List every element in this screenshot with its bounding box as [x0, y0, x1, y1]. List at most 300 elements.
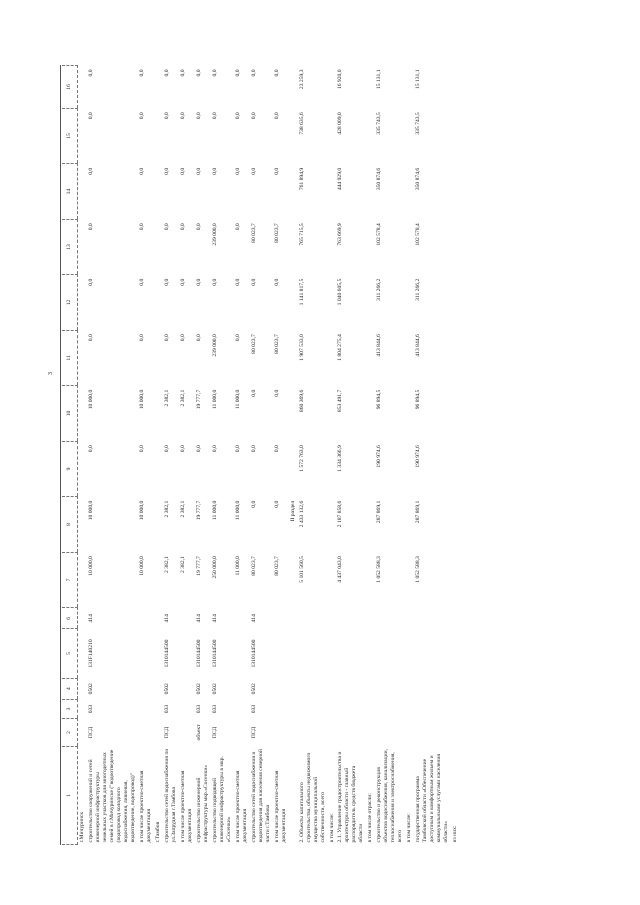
row-cell-col-4: 0502: [211, 683, 218, 695]
row-cell-col-4: [298, 678, 328, 699]
row-cell-col-12: 1 040 605,5: [337, 278, 344, 306]
row-cell-col-16: 15 131,1: [376, 69, 383, 90]
row-cell-col-7: [328, 552, 337, 607]
row-cell-col-8: 11 000,0: [211, 500, 218, 521]
row-cell-col-2: [328, 719, 337, 747]
row-description: строительство сетей водоснабжения и водоотведения для населения северной части г.Тамбова: [250, 749, 271, 843]
row-cell-col-5: [336, 629, 366, 678]
row-cell-col-14: 0,0: [250, 167, 257, 175]
row-cell-col-6: [298, 608, 328, 629]
row-cell-col-14: 350 874,6: [376, 167, 383, 191]
row-cell-col-9: 190 974,6: [415, 445, 422, 468]
row-cell-col-4: [273, 678, 289, 699]
row-cell-col-2: [451, 719, 460, 747]
row-cell-col-6: [336, 608, 366, 629]
row-cell-col-2: [375, 719, 405, 747]
row-cell-col-7: 2 382,1: [179, 556, 186, 573]
row-cell-col-6: [328, 608, 337, 629]
row-cell-col-11: [328, 330, 337, 385]
row-cell-col-9: [78, 441, 87, 496]
row-cell-col-7: [451, 552, 460, 607]
row-cell-col-6: 414: [163, 614, 170, 623]
row-cell-col-14: 761 894,9: [298, 167, 305, 191]
row-cell-col-5: [414, 629, 451, 678]
row-cell-col-8: 287 869,1: [376, 500, 383, 524]
row-cell-col-14: [154, 164, 163, 219]
row-cell-col-7: [405, 552, 414, 607]
column-number-4: 4: [62, 678, 78, 699]
column-number-3: 3: [62, 699, 78, 718]
row-cell-col-14: 0,0: [179, 167, 186, 175]
row-cell-col-13: 763 669,9: [337, 223, 344, 246]
row-cell-col-6: [451, 608, 460, 629]
row-cell-col-7: 10 000,0: [87, 556, 94, 576]
row-description: в том числе отрасли:: [367, 793, 374, 843]
row-cell-col-15: 0,0: [250, 112, 257, 120]
row-cell-col-12: [366, 275, 375, 330]
row-cell-col-6: [179, 608, 195, 629]
row-cell-col-7: 80 023,7: [250, 556, 257, 576]
row-cell-col-4: [366, 678, 375, 699]
row-cell-col-14: 0,0: [234, 167, 241, 175]
row-cell-col-3: [138, 699, 154, 718]
row-cell-col-10: 10 000,0: [87, 389, 94, 410]
row-cell-col-16: [78, 66, 87, 109]
row-description: в том числе проектно-сметная документация: [179, 770, 193, 843]
row-cell-col-6: [405, 608, 414, 629]
table-row: [405, 66, 414, 845]
row-cell-col-11: 413 844,6: [376, 334, 383, 357]
row-cell-col-14: [451, 164, 460, 219]
row-cell-col-15: 0,0: [138, 112, 145, 120]
row-cell-col-6: [78, 608, 87, 629]
row-cell-col-15: [328, 108, 337, 163]
row-cell-col-16: 16 920,0: [337, 69, 344, 90]
row-description: 2. Объекты капитального строительства, объекты недвижимого имущества муниципальной собственности, всего: [298, 752, 326, 843]
column-number-8: 8: [62, 497, 78, 552]
row-cell-col-10: [154, 386, 163, 441]
row-cell-col-16: 0,0: [179, 69, 186, 77]
row-cell-col-15: 0,0: [211, 112, 218, 120]
column-number-5: 5: [62, 629, 78, 678]
row-cell-col-7: 1 052 588,3: [376, 556, 383, 583]
row-cell-col-14: 0,0: [273, 167, 280, 175]
row-cell-col-8: [154, 497, 163, 552]
row-cell-col-11: 0,0: [87, 334, 94, 342]
row-cell-col-4: [78, 678, 87, 699]
row-cell-col-10: 0,0: [250, 389, 257, 397]
row-cell-col-11: [405, 330, 414, 385]
row-cell-col-4: [328, 678, 337, 699]
row-cell-col-3: [273, 699, 289, 718]
row-cell-col-14: 0,0: [87, 167, 94, 175]
row-cell-col-6: [138, 608, 154, 629]
row-cell-col-12: 311 266,2: [415, 278, 422, 301]
row-cell-col-16: 15 131,1: [415, 69, 422, 90]
row-cell-col-7: 1 052 588,3: [415, 556, 422, 583]
row-cell-col-4: [405, 678, 414, 699]
row-description: государственная программа Тамбовской области «Обеспечение доступным и комфортным жильем и коммунальными услугами населения области»: [415, 754, 450, 843]
row-cell-col-8: 11 000,0: [234, 500, 241, 521]
row-cell-col-14: [289, 164, 298, 219]
table-row: [328, 66, 337, 845]
row-cell-col-5: 1310144500: [163, 639, 170, 668]
row-cell-col-14: [366, 164, 375, 219]
row-cell-col-5: 1310144500: [195, 639, 202, 668]
row-cell-col-10: 11 000,0: [211, 389, 218, 410]
table-row: [375, 66, 405, 845]
row-cell-col-11: 0,0: [163, 334, 170, 342]
row-cell-col-4: [375, 678, 405, 699]
row-cell-col-9: 0,0: [250, 445, 257, 453]
row-cell-col-12: 1 141 817,5: [298, 278, 305, 306]
row-cell-col-10: [405, 386, 414, 441]
row-cell-col-16: 23 259,3: [298, 69, 305, 90]
row-cell-col-13: 0,0: [234, 223, 241, 231]
row-cell-col-4: [154, 678, 163, 699]
row-cell-col-2: [179, 719, 195, 747]
row-cell-col-6: [375, 608, 405, 629]
row-cell-col-7: [289, 552, 298, 607]
row-cell-col-5: [298, 629, 328, 678]
row-cell-col-12: 0,0: [250, 278, 257, 286]
row-cell-col-7: 250 000,0: [211, 556, 218, 579]
row-cell-col-15: 0,0: [273, 112, 280, 120]
row-cell-col-11: 0,0: [195, 334, 202, 342]
row-cell-col-11: [154, 330, 163, 385]
row-cell-col-6: [366, 608, 375, 629]
row-cell-col-8: [405, 497, 414, 552]
row-cell-col-13: 0,0: [195, 223, 202, 231]
row-cell-col-10: [451, 386, 460, 441]
row-cell-col-13: 80 023,7: [250, 223, 257, 243]
row-cell-col-13: [451, 219, 460, 274]
rotated-table-sheet: [10, 15, 630, 895]
column-number-6: 6: [62, 608, 78, 629]
table-row: [289, 66, 298, 845]
row-cell-col-7: 10 000,0: [138, 556, 145, 576]
row-cell-col-16: [328, 66, 337, 109]
row-cell-col-9: 0,0: [163, 445, 170, 453]
row-cell-col-5: [234, 629, 250, 678]
table-row: [298, 66, 328, 845]
row-cell-col-6: [234, 608, 250, 629]
row-cell-col-8: [366, 497, 375, 552]
row-cell-col-9: 0,0: [138, 445, 145, 453]
table-row: [273, 66, 289, 845]
row-cell-col-2: ПСД: [87, 726, 94, 739]
row-cell-col-9: [154, 441, 163, 496]
row-cell-col-8: [451, 497, 460, 552]
column-number-13: 13: [62, 219, 78, 274]
row-cell-col-9: 0,0: [179, 445, 186, 453]
row-cell-col-8: 2 382,1: [179, 500, 186, 518]
row-cell-col-4: [138, 678, 154, 699]
row-cell-col-2: [405, 719, 414, 747]
row-description: строительство сооружений и сетей инженерной инфраструктуры земельных участков для многодетных семей в г.Мичуринске ("водоотведение (водопровод холодного водоснабжения, ливневая, водоотведение, водопровод)": [87, 749, 136, 843]
table-row: [163, 66, 179, 845]
row-cell-col-11: 0,0: [138, 334, 145, 342]
row-cell-col-13: 239 000,0: [211, 223, 218, 246]
row-cell-col-15: [289, 108, 298, 163]
column-number-10: 10: [62, 386, 78, 441]
row-description: строительство подводящей инженерной инфраструктуры в мкр. «Сосенки»: [211, 756, 232, 843]
row-cell-col-16: 0,0: [138, 69, 145, 77]
row-cell-col-7: 11 000,0: [234, 556, 241, 576]
row-cell-col-3: 033: [250, 704, 257, 714]
row-cell-col-4: 0502: [87, 683, 94, 695]
row-cell-col-15: 0,0: [234, 112, 241, 120]
row-cell-col-15: 335 743,5: [376, 112, 383, 135]
row-cell-col-13: [405, 219, 414, 274]
row-cell-col-6: 414: [195, 614, 202, 623]
row-cell-col-5: [328, 629, 337, 678]
row-cell-col-12: 0,0: [138, 278, 145, 286]
row-cell-col-15: 0,0: [163, 112, 170, 120]
row-cell-col-7: [366, 552, 375, 607]
row-cell-col-11: [366, 330, 375, 385]
row-cell-col-12: [154, 275, 163, 330]
row-cell-col-12: [451, 275, 460, 330]
row-cell-col-12: [289, 275, 298, 330]
budget-table: [62, 65, 460, 845]
row-description: г.Тамбов: [154, 821, 161, 843]
row-cell-col-11: 80 023,7: [273, 334, 280, 354]
row-cell-col-2: ПСД: [163, 726, 170, 739]
row-cell-col-13: 765 715,5: [298, 223, 305, 246]
row-cell-col-10: 96 894,5: [415, 389, 422, 410]
row-description: строительство инженерной инфраструктуры мкр.«Сосенки»: [195, 764, 209, 843]
row-cell-col-2: ПСД: [250, 726, 257, 739]
row-description: в том числе проектно-сметная документация: [273, 770, 287, 843]
row-cell-col-9: 1 572 763,0: [298, 445, 305, 472]
row-cell-col-10: 19 777,7: [195, 389, 202, 410]
row-cell-col-16: [289, 66, 298, 109]
row-cell-col-15: 738 635,6: [298, 112, 305, 135]
row-cell-col-3: [298, 699, 328, 718]
row-cell-col-15: 428 009,0: [337, 112, 344, 135]
column-number-16: 16: [62, 66, 78, 109]
row-cell-col-5: [289, 629, 298, 678]
row-cell-col-8: 2 382,1: [163, 500, 170, 518]
row-description: строительство сетей водоснабжения по ул.Запрудная г.Тамбова: [163, 748, 177, 843]
row-cell-col-16: 0,0: [211, 69, 218, 77]
row-cell-col-2: [336, 719, 366, 747]
row-cell-col-10: [366, 386, 375, 441]
table-row: [87, 66, 138, 845]
row-cell-col-2: [78, 719, 87, 747]
row-cell-col-5: [154, 629, 163, 678]
row-cell-col-11: 1 804 275,4: [337, 334, 344, 361]
row-cell-col-12: 0,0: [211, 278, 218, 286]
row-cell-col-5: 131F140210: [87, 639, 94, 668]
row-cell-col-7: 80 023,7: [273, 556, 280, 576]
row-description: в том числе:: [406, 813, 413, 843]
row-cell-col-15: 0,0: [87, 112, 94, 120]
row-description: строительство и реконструкция объектов водоснабжения, канализации, теплоснабжения и электроснабжения, всего: [376, 748, 404, 843]
row-cell-col-16: 0,0: [195, 69, 202, 77]
row-cell-col-11: 1 907 533,0: [298, 334, 305, 361]
row-cell-col-13: 0,0: [87, 223, 94, 231]
row-cell-col-2: [154, 719, 163, 747]
row-cell-col-5: [78, 629, 87, 678]
row-cell-col-2: [273, 719, 289, 747]
row-cell-col-3: [154, 699, 163, 718]
row-cell-col-7: [78, 552, 87, 607]
row-cell-col-15: 0,0: [179, 112, 186, 120]
row-cell-col-11: 0,0: [179, 334, 186, 342]
row-cell-col-11: [78, 330, 87, 385]
row-description: в том числе:: [328, 813, 335, 843]
row-cell-col-7: [154, 552, 163, 607]
row-cell-col-5: [138, 629, 154, 678]
row-cell-col-3: 033: [211, 704, 218, 714]
row-cell-col-12: 311 266,2: [376, 278, 383, 301]
column-number-2: 2: [62, 719, 78, 747]
row-cell-col-14: 350 874,6: [415, 167, 422, 191]
row-cell-col-8: 2 187 858,6: [337, 500, 344, 528]
row-cell-col-10: [289, 386, 298, 441]
row-cell-col-3: 033: [195, 704, 202, 714]
row-cell-col-12: 0,0: [163, 278, 170, 286]
row-cell-col-14: [405, 164, 414, 219]
row-cell-col-12: 0,0: [195, 278, 202, 286]
row-cell-col-2: объект: [195, 724, 202, 741]
row-cell-col-4: [179, 678, 195, 699]
row-cell-col-12: [405, 275, 414, 330]
table-row: [451, 66, 460, 845]
row-cell-col-2: ПСД: [211, 726, 218, 739]
row-cell-col-10: [328, 386, 337, 441]
row-cell-col-6: [289, 608, 298, 629]
row-cell-col-13: 0,0: [163, 223, 170, 231]
row-cell-col-4: 0502: [195, 683, 202, 695]
row-cell-col-12: 0,0: [87, 278, 94, 286]
row-description: из них:: [452, 825, 459, 843]
row-cell-col-3: 033: [87, 704, 94, 714]
row-cell-col-9: [366, 441, 375, 496]
row-cell-col-2: [234, 719, 250, 747]
row-cell-col-10: 2 382,1: [179, 389, 186, 407]
column-number-15: 15: [62, 108, 78, 163]
row-cell-col-4: 0502: [250, 683, 257, 695]
row-cell-col-10: 853 491,7: [337, 389, 344, 413]
row-cell-col-10: 10 000,0: [138, 389, 145, 410]
row-cell-col-6: [154, 608, 163, 629]
row-cell-col-14: 0,0: [195, 167, 202, 175]
row-cell-col-16: 0,0: [250, 69, 257, 77]
row-cell-col-9: [451, 441, 460, 496]
row-cell-col-8: 10 000,0: [87, 500, 94, 521]
row-cell-col-9: 0,0: [87, 445, 94, 453]
table-row: [414, 66, 451, 845]
row-cell-col-16: [451, 66, 460, 109]
row-cell-col-10: [78, 386, 87, 441]
row-cell-col-9: 0,0: [273, 445, 280, 453]
row-cell-col-15: [154, 108, 163, 163]
row-cell-col-10: 0,0: [273, 389, 280, 397]
row-cell-col-2: [138, 719, 154, 747]
row-cell-col-3: [414, 699, 451, 718]
row-cell-col-15: [366, 108, 375, 163]
row-cell-col-9: 0,0: [234, 445, 241, 453]
row-cell-col-8: 0,0: [273, 500, 280, 508]
row-cell-col-2: [366, 719, 375, 747]
table-row: [138, 66, 154, 845]
row-cell-col-5: 1310144500: [211, 639, 218, 668]
row-cell-col-3: [78, 699, 87, 718]
row-cell-col-13: 102 578,4: [376, 223, 383, 246]
row-cell-col-6: 414: [250, 614, 257, 623]
row-cell-col-9: 0,0: [195, 445, 202, 453]
row-cell-col-3: [405, 699, 414, 718]
column-number-1: 1: [62, 746, 78, 844]
table-row: [336, 66, 366, 845]
column-number-11: 11: [62, 330, 78, 385]
row-cell-col-15: [78, 108, 87, 163]
row-cell-col-3: [336, 699, 366, 718]
row-cell-col-15: 0,0: [195, 112, 202, 120]
column-number-row: [62, 66, 78, 845]
row-cell-col-7: 5 101 560,5: [298, 556, 305, 583]
row-cell-col-8: [78, 497, 87, 552]
row-cell-col-9: [405, 441, 414, 496]
row-cell-col-13: [289, 219, 298, 274]
row-cell-col-14: 0,0: [138, 167, 145, 175]
row-cell-col-7: 2 382,1: [163, 556, 170, 573]
row-cell-col-8: [328, 497, 337, 552]
row-cell-col-8: 287 869,1: [415, 500, 422, 524]
row-cell-col-8: 2 433 132,6: [298, 500, 305, 528]
row-cell-col-7: 19 777,7: [195, 556, 202, 576]
row-cell-col-3: 033: [163, 704, 170, 714]
row-cell-col-10: 11 000,0: [234, 389, 241, 410]
row-cell-col-4: [451, 678, 460, 699]
row-cell-col-4: [289, 678, 298, 699]
row-cell-col-3: [234, 699, 250, 718]
table-row: [211, 66, 234, 845]
row-cell-col-2: [298, 719, 328, 747]
row-cell-col-13: 0,0: [138, 223, 145, 231]
row-cell-col-9: 190 974,6: [376, 445, 383, 468]
row-cell-col-13: [366, 219, 375, 274]
row-description: г.Мичуринск: [79, 811, 85, 843]
row-cell-col-13: 0,0: [179, 223, 186, 231]
column-number-14: 14: [62, 164, 78, 219]
row-description: 2.1. Управление градостроительства и архитектуры области - главный распорядитель средств бюджета области: [337, 751, 365, 843]
row-cell-col-9: [328, 441, 337, 496]
row-cell-col-6: [414, 608, 451, 629]
row-cell-col-15: 335 743,5: [415, 112, 422, 135]
table-row: [195, 66, 211, 845]
row-cell-col-12: [328, 275, 337, 330]
row-cell-col-3: [179, 699, 195, 718]
row-cell-col-6: 414: [87, 614, 94, 623]
row-cell-col-16: [154, 66, 163, 109]
row-cell-col-8: II раздел: [289, 500, 296, 522]
row-cell-col-14: [78, 164, 87, 219]
row-cell-col-16: 0,0: [163, 69, 170, 77]
row-cell-col-16: 0,0: [273, 69, 280, 77]
top-rule: [60, 65, 61, 845]
row-cell-col-12: 0,0: [234, 278, 241, 286]
row-cell-col-5: [451, 629, 460, 678]
row-cell-col-8: 10 000,0: [138, 500, 145, 521]
row-cell-col-15: [451, 108, 460, 163]
row-cell-col-11: [289, 330, 298, 385]
row-cell-col-5: [375, 629, 405, 678]
row-cell-col-12: [78, 275, 87, 330]
